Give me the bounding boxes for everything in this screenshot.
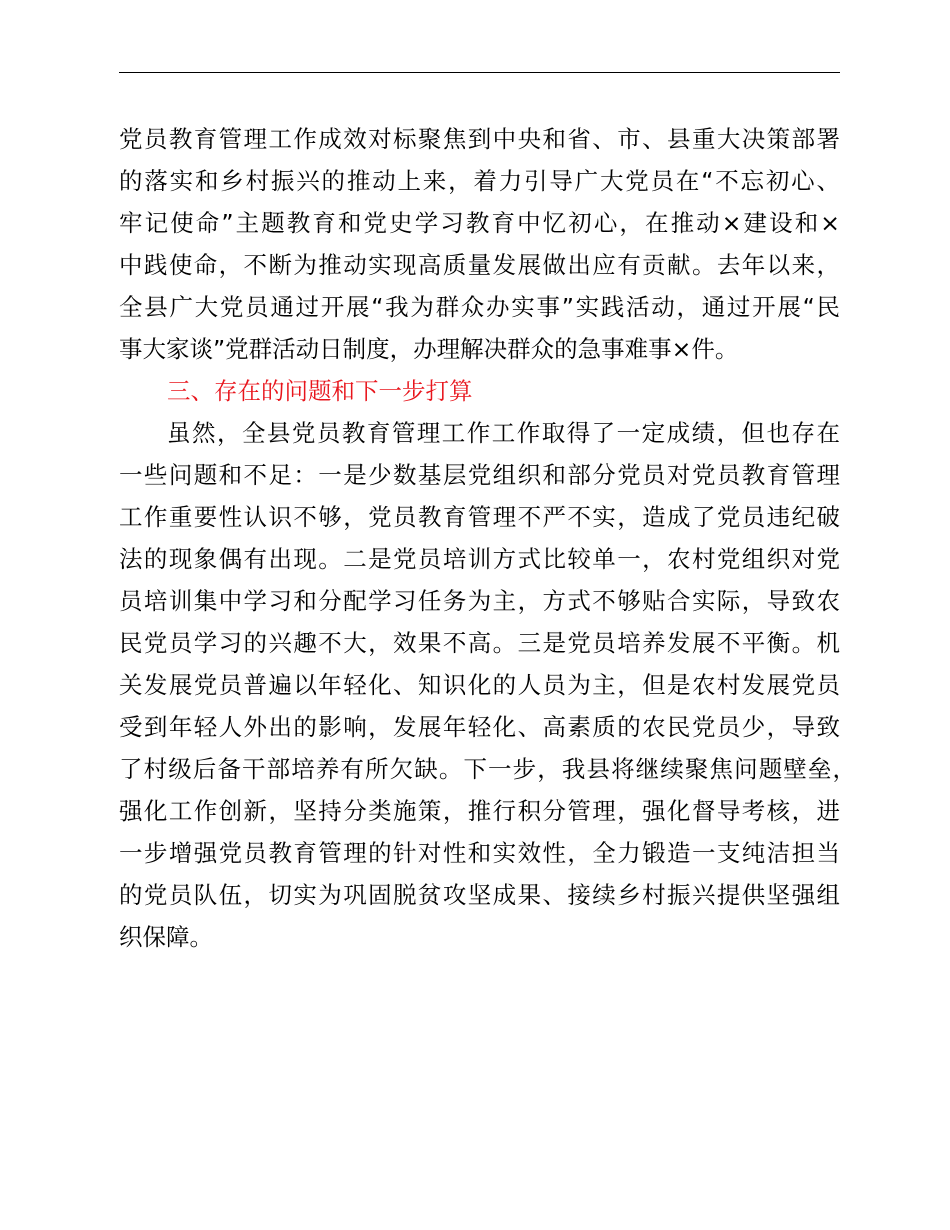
document-body: [119, 118, 856, 958]
text-line: 全县广大党员通过开展“我为群众办实事”实践活动，通过开展“民: [119, 293, 840, 321]
text-line: 工作重要性认识不够，党员教育管理不严不实，造成了党员违纪破: [119, 503, 840, 531]
text-line: 事大家谈”党群活动日制度，办理解决群众的急事难事×件。: [119, 335, 739, 363]
section-heading: 三、存在的问题和下一步打算: [167, 377, 473, 405]
text-line: 的党员队伍，切实为巩固脱贫攻坚成果、接续乡村振兴提供坚强组: [119, 881, 840, 909]
paragraph-2: [119, 412, 856, 958]
text-line: 关发展党员普遍以年轻化、知识化的人员为主，但是农村发展党员: [119, 671, 840, 699]
text-line: 一些问题和不足：一是少数基层党组织和部分党员对党员教育管理: [119, 461, 840, 489]
text-line: 员培训集中学习和分配学习任务为主，方式不够贴合实际，导致农: [119, 587, 840, 615]
text-line: 中践使命，不断为推动实现高质量发展做出应有贡献。去年以来，: [119, 251, 840, 279]
header-rule: [119, 72, 840, 73]
text-line: 了村级后备干部培养有所欠缺。下一步，我县将继续聚焦问题壁垒，: [119, 755, 856, 783]
text-line: 民党员学习的兴趣不大，效果不高。三是党员培养发展不平衡。机: [119, 629, 840, 657]
text-line: 强化工作创新，坚持分类施策，推行积分管理，强化督导考核，进: [119, 797, 840, 825]
text-line: 虽然，全县党员教育管理工作工作取得了一定成绩，但也存在: [167, 419, 840, 447]
text-line: 一步增强党员教育管理的针对性和实效性，全力锻造一支纯洁担当: [119, 839, 840, 867]
text-line: 法的现象偶有出现。二是党员培训方式比较单一，农村党组织对党: [119, 545, 840, 573]
text-line: 党员教育管理工作成效对标聚焦到中央和省、市、县重大决策部署: [119, 125, 840, 153]
text-line: 受到年轻人外出的影响，发展年轻化、高素质的农民党员少，导致: [119, 713, 840, 741]
paragraph-1: [119, 118, 840, 370]
text-line: 织保障。: [119, 923, 213, 951]
text-line: 的落实和乡村振兴的推动上来，着力引导广大党员在“不忘初心、: [119, 167, 840, 195]
text-line: 牢记使命”主题教育和党史学习教育中忆初心，在推动×建设和×: [119, 209, 840, 237]
